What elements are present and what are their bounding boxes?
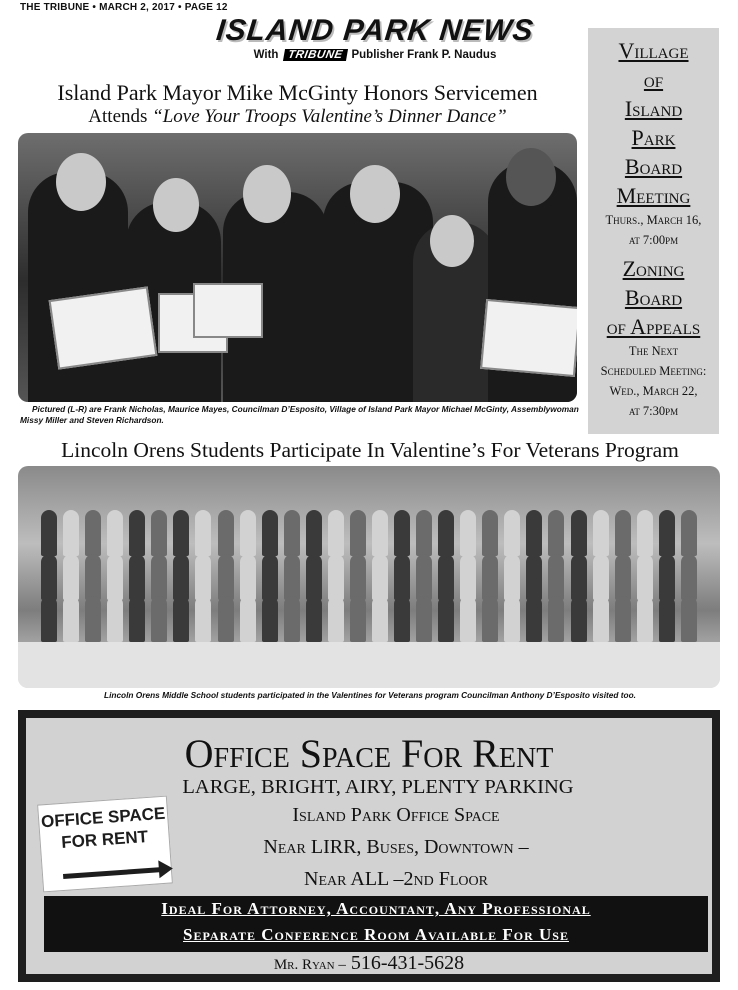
story1-subhead-quote: “Love Your Troops Valentine’s Dinner Dance” [152,106,507,127]
story1-caption: Pictured (L-R) are Frank Nicholas, Maurice Mayes, Councilman D’Esposito, Village of Island Park Mayor Michael McGinty, Assemblywoman Missy Miller and Steven Richardson. [20,404,579,425]
story1-subhead [20,106,575,128]
story1-subhead-prefix: Attends [88,106,148,127]
sidebar-title-2-line1: Zoning [622,256,685,281]
sidebar-title-1-line2: of [643,67,664,92]
masthead-with: With [253,49,279,61]
students-photo [18,466,720,688]
tribune-logo: TRIBUNE [283,49,348,61]
sidebar-title-2-line2: Board [624,285,683,310]
ad-transit: Near LIRR, Buses, Downtown – [263,836,529,858]
ad-features: LARGE, BRIGHT, AIRY, PLENTY PARKING [182,776,574,798]
ad-floor: Near ALL –2nd Floor [304,868,488,890]
office-rent-ad [18,710,720,982]
arrow-right-icon [63,867,163,879]
sidebar-title-1-line6: Meeting [616,183,691,208]
zoning-next-label-2: Scheduled Meeting: [600,364,707,378]
sidebar-title-1-line5: Board [624,154,683,179]
ad-contact-phone: 516-431-5628 [350,952,465,974]
ad-highlight-bar [44,896,708,952]
badge-line-2: FOR RENT [60,827,149,853]
masthead-publisher: Publisher Frank P. Naudus [351,49,497,61]
ad-contact [26,952,712,975]
story2-caption: Lincoln Orens Middle School students participated in the Valentines for Veterans program Councilman Anthony D’Esposito visited too. [104,690,636,700]
board-meeting-date: Thurs., March 16, [605,213,702,227]
masthead [190,14,560,61]
zoning-meeting-time: at 7:30pm [628,404,679,418]
board-meeting-time: at 7:00pm [628,233,679,247]
ad-conference-room: Separate Conference Room Available For Use [183,925,569,944]
sidebar-title-1-line4: Park [631,125,676,150]
sidebar-title-1-line3: Island [624,96,683,121]
badge-line-1: OFFICE SPACE [40,803,166,832]
masthead-subtitle [190,49,560,61]
story2-headline: Lincoln Orens Students Participate In Valentine’s For Veterans Program [61,438,679,462]
masthead-title: ISLAND PARK NEWS [214,14,536,47]
zoning-next-label: The Next [628,344,679,358]
sidebar-title-1-line1: Village [618,38,689,63]
zoning-meeting-date: Wed., March 22, [609,384,698,398]
story1-headline: Island Park Mayor Mike McGinty Honors Servicemen [57,80,538,105]
page-folio: THE TRIBUNE • MARCH 2, 2017 • PAGE 12 [20,2,228,13]
meetings-sidebar [588,28,719,434]
ad-contact-name: Mr. Ryan – [273,957,346,973]
ad-location: Island Park Office Space [292,804,500,826]
sidebar-title-2-line3: of Appeals [606,314,701,339]
ad-ideal-for: Ideal For Attorney, Accountant, Any Professional [161,899,591,918]
ad-title: Office Space For Rent [184,731,554,776]
servicemen-photo [18,133,577,402]
ad-panel [26,718,712,974]
office-space-badge [37,796,173,893]
